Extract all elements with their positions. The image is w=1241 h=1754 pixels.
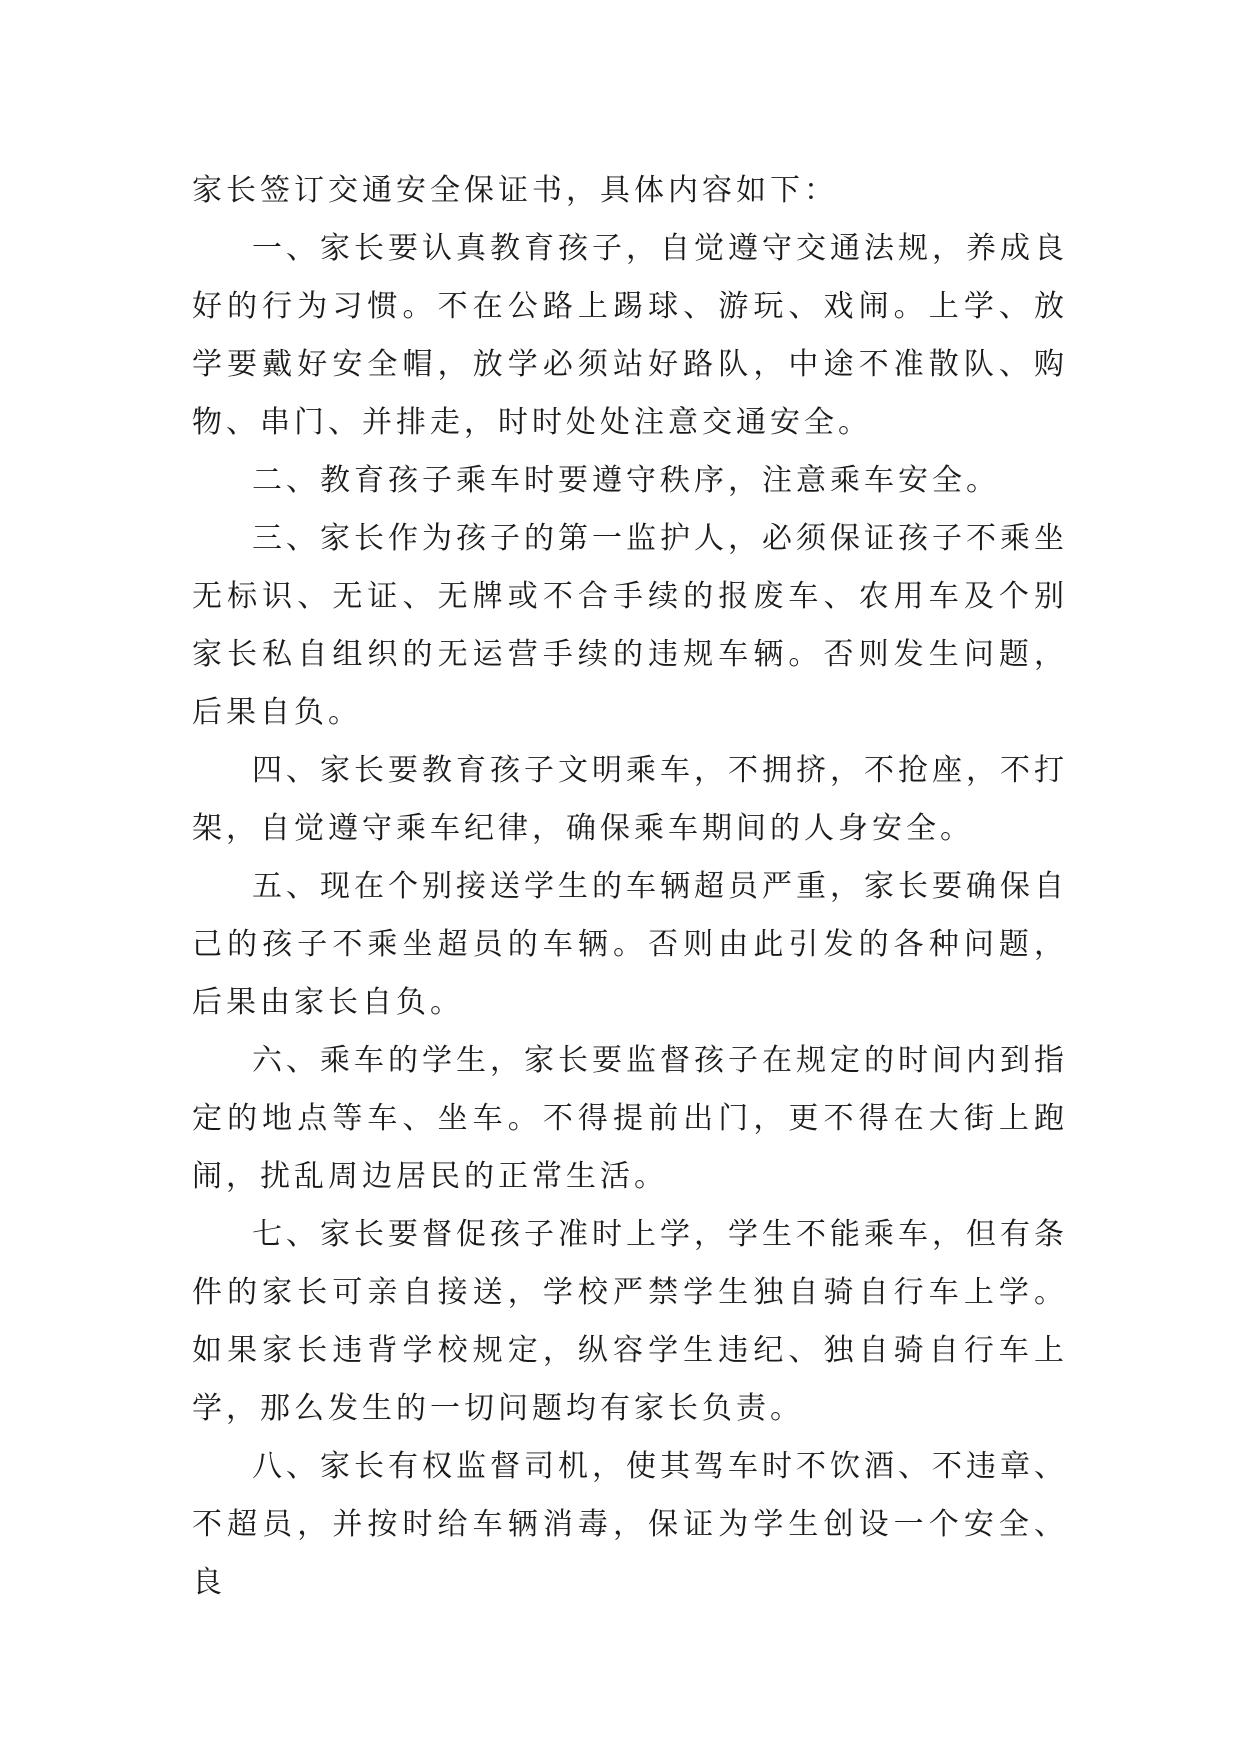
document-body — [192, 162, 1068, 1612]
paragraph-item-3: 三、家长作为孩子的第一监护人，必须保证孩子不乘坐无标识、无证、无牌或不合手续的报废车、农用车及个别家长私自组织的无运营手续的违规车辆。否则发生问题，后果自负。 — [192, 521, 1068, 730]
paragraph-intro: 家长签订交通安全保证书，具体内容如下： — [192, 173, 838, 208]
paragraph-item-1: 一、家长要认真教育孩子，自觉遵守交通法规，养成良好的行为习惯。不在公路上踢球、游玩、戏闹。上学、放学要戴好安全帽，放学必须站好路队，中途不准散队、购物、串门、并排走，时时处处注意交通安全。 — [192, 231, 1068, 440]
paragraph-item-4: 四、家长要教育孩子文明乘车，不拥挤，不抢座，不打架，自觉遵守乘车纪律，确保乘车期间的人身安全。 — [192, 753, 1068, 846]
paragraph-item-7: 七、家长要督促孩子准时上学，学生不能乘车，但有条件的家长可亲自接送，学校严禁学生独自骑自行车上学。如果家长违背学校规定，纵容学生违纪、独自骑自行车上学，那么发生的一切问题均有家长负责。 — [192, 1217, 1068, 1426]
paragraph-item-5: 五、现在个别接送学生的车辆超员严重，家长要确保自己的孩子不乘坐超员的车辆。否则由此引发的各种问题，后果由家长自负。 — [192, 869, 1068, 1020]
paragraph-item-8: 八、家长有权监督司机，使其驾车时不饮酒、不违章、不超员，并按时给车辆消毒，保证为学生创设一个安全、良 — [192, 1449, 1068, 1600]
paragraph-item-2: 二、教育孩子乘车时要遵守秩序，注意乘车安全。 — [252, 463, 1000, 498]
paragraph-item-6: 六、乘车的学生，家长要监督孩子在规定的时间内到指定的地点等车、坐车。不得提前出门，更不得在大街上跑闹，扰乱周边居民的正常生活。 — [192, 1043, 1068, 1194]
